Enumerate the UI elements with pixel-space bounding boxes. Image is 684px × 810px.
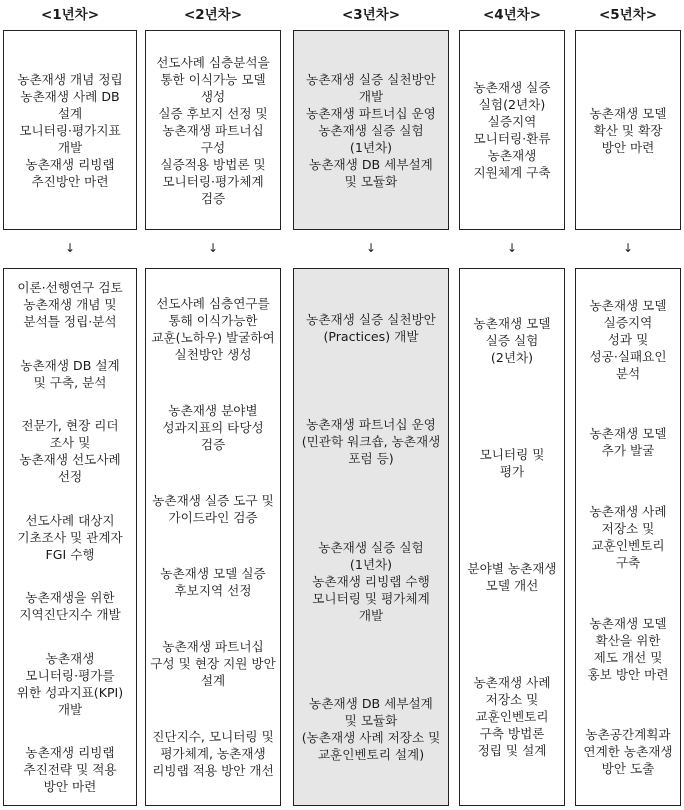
year-3-summary-box [293,30,449,230]
year-5-detail-item: 농촌재생 모델 실증지역 성과 및 성공·실패요인 분석 [589,297,667,381]
year-5-detail-item: 농촌공간계획과 연계한 농촌재생 방안 도출 [583,727,673,777]
year-3-detail-item: 농촌재생 실증 실천방안 (Practices) 개발 [306,311,436,344]
year-1-detail-item: 선도사례 대상지 기초조사 및 관계자 FGI 수행 [17,512,123,562]
year-3-detail-box [293,268,449,806]
year-5-summary-box [575,30,681,230]
year-4-detail-item: 모니터링 및 평가 [479,447,545,479]
year-1-detail-item: 농촌재생 모니터링·평가를 위한 성과지표(KPI) 개발 [16,650,124,717]
year-2-detail-item: 농촌재생 분야별 성과지표의 타당성 검증 [162,402,264,452]
year-4-detail-box [459,268,565,806]
year-4-detail-item: 농촌재생 모델 실증 실험 (2년차) [473,316,551,365]
year-2-summary-box [145,30,281,230]
year-2-down-arrow: ↓ [207,241,219,255]
year-2-detail-item: 진단지수, 모니터링 및 평가체계, 농촌재생 리빙랩 적용 방안 개선 [152,729,274,779]
year-4-label: <4년차> [482,7,542,23]
year-1-down-arrow: ↓ [64,241,76,255]
year-5-detail-box [575,268,681,806]
year-2-detail-item: 선도사례 심층연구를 통해 이식가능한 교훈(노하우) 발굴하여 실천방안 생성 [151,295,275,362]
year-2-detail-item: 농촌재생 파트너십 구성 및 현장 지원 방안 설계 [150,639,276,689]
year-1-detail-item: 이론·선행연구 검토 농촌재생 개념 및 분석틀 정립·분석 [17,280,123,329]
year-4-detail-item: 분야별 농촌재생 모델 개선 [467,561,557,593]
year-2-summary-text: 선도사례 심층분석을 통한 이식가능 모델 생성 실증 후보지 선정 및 농촌재생 파트너십 구성 실증적용 방법론 및 모니터링·평가체계 검증 [156,54,270,206]
year-4-summary-text: 농촌재생 실증 실험(2년차) 실증지역 모니터링·환류 농촌재생 지원체계 구축 [473,80,551,180]
year-4-down-arrow: ↓ [506,241,518,255]
year-2-label: <2년차> [183,7,243,23]
year-5-summary-text: 농촌재생 모델 확산 및 확장 방안 마련 [589,105,667,155]
year-5-detail-item: 농촌재생 모델 추가 발굴 [589,426,667,459]
year-3-label: <3년차> [341,7,401,23]
year-1-detail-box [3,268,137,806]
year-2-detail-item: 농촌재생 실증 도구 및 가이드라인 검증 [152,492,274,525]
year-3-detail-item: 농촌재생 DB 세부설계 및 모듈화 (농촌재생 사례 저장소 및 교훈인벤토리 설계) [301,696,441,763]
year-1-summary-box [3,30,137,230]
year-4-detail-item: 농촌재생 사례 저장소 및 교훈인벤토리 구축 방법론 정립 및 설계 [473,675,551,758]
year-1-detail-item: 농촌재생 DB 설계 및 구축, 분석 [20,357,120,390]
year-1-detail-item: 농촌재생 리빙랩 추진전략 및 적용 방안 마련 [23,745,117,794]
year-1-label: <1년차> [40,7,100,23]
year-1-detail-item: 전문가, 현장 리더 조사 및 농촌재생 선도사례 선정 [19,418,121,484]
year-2-detail-item: 농촌재생 모델 실증 후보지역 선정 [160,566,266,599]
year-4-summary-box [459,30,565,230]
year-3-detail-item: 농촌재생 파트너십 운영 (민관학 워크숍, 농촌재생 포럼 등) [301,417,441,467]
year-3-summary-text: 농촌재생 실증 실천방안 개발 농촌재생 파트너십 운영 농촌재생 실증 실험 (1년차) 농촌재생 DB 세부설계 및 모듈화 [306,71,436,189]
year-3-detail-item: 농촌재생 실증 실험 (1년차) 농촌재생 리빙랩 수행 모니터링 및 평가체계 개발 [312,539,430,623]
year-3-down-arrow: ↓ [365,241,377,255]
year-5-label: <5년차> [598,7,658,23]
year-1-summary-text: 농촌재생 개념 정립 농촌재생 사례 DB 설계 모니터링·평가지표 개발 농촌재생 리빙랩 추진방안 마련 [17,71,123,189]
year-2-detail-box [145,268,281,806]
year-5-detail-item: 농촌재생 사례 저장소 및 교훈인벤토리 구축 [589,503,667,570]
year-1-detail-item: 농촌재생을 위한 지역진단지수 개발 [19,590,121,622]
year-5-down-arrow: ↓ [622,241,634,255]
year-5-detail-item: 농촌재생 모델 확산을 위한 제도 개선 및 홍보 방안 마련 [587,615,669,682]
